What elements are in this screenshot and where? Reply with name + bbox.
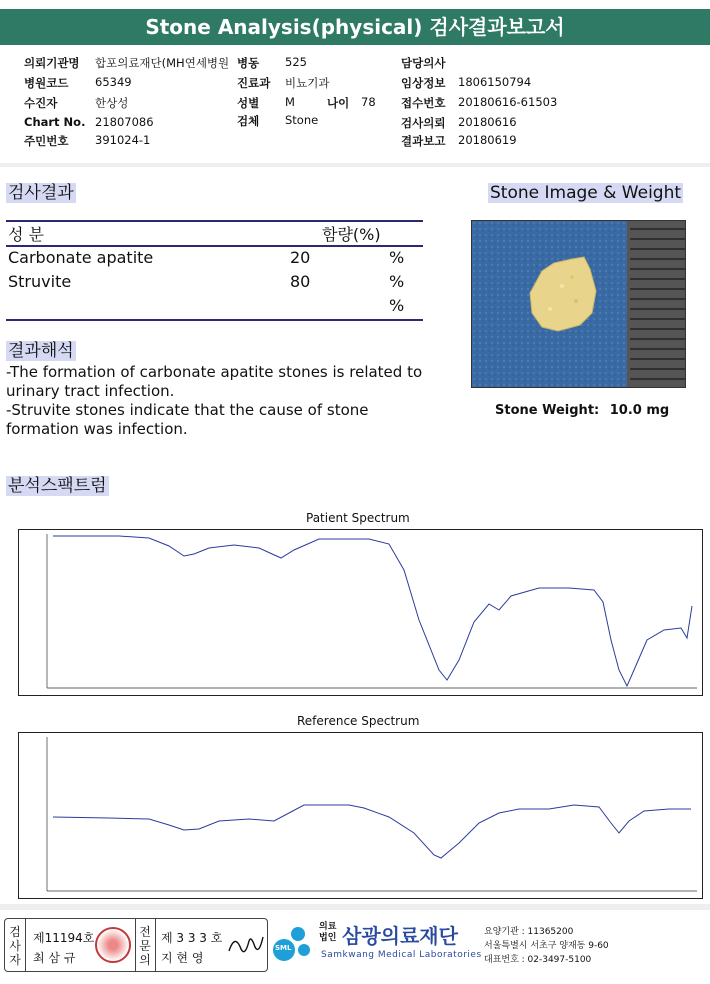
- table-bottom-rule: [6, 319, 423, 321]
- org-phone: 대표번호 : 02-3497-5100: [484, 955, 592, 965]
- interpretation-line: -Struvite stones indicate that the cause of stone formation was infection.: [6, 401, 369, 438]
- component-unit: %: [389, 272, 405, 291]
- spectrum-title: 분석스팩트럼: [8, 476, 107, 496]
- stone-weight: [495, 403, 669, 418]
- component-unit: %: [389, 248, 405, 267]
- stone-photo: [471, 220, 686, 388]
- org-address: 서울특별시 서초구 양재동 9-60: [484, 941, 609, 951]
- info-label: Chart No.: [24, 115, 86, 129]
- info-value: 20180616: [458, 115, 517, 129]
- logo-text: SML: [275, 944, 292, 952]
- info-label: 병동: [237, 56, 260, 70]
- divider: [135, 919, 136, 971]
- stone-title: Stone Image & Weight: [490, 183, 682, 203]
- examiner-label: 검사자: [9, 925, 21, 967]
- reference-spectrum-title: Reference Spectrum: [297, 714, 420, 728]
- info-label: 임상정보: [401, 76, 446, 90]
- patient-spectrum-title: Patient Spectrum: [306, 511, 410, 525]
- specialist-label: 전문의: [139, 925, 151, 967]
- interpretation-title: 결과해석: [8, 341, 74, 361]
- age-label: 나이: [327, 96, 350, 110]
- org-english-name: Samkwang Medical Laboratories: [321, 950, 482, 960]
- seal-stamp: [95, 927, 131, 963]
- interpretation-line: -The formation of carbonate apatite stones is related to urinary tract infection.: [6, 363, 423, 400]
- header-component: 성 분: [8, 225, 44, 244]
- component-value: 20: [290, 248, 311, 267]
- divider: [0, 163, 710, 167]
- info-value: Stone: [285, 113, 319, 127]
- info-label: 주민번호: [24, 134, 69, 148]
- info-value: 비뇨기과: [285, 76, 330, 90]
- info-label: 성별: [237, 96, 260, 110]
- info-value: 20180619: [458, 133, 517, 147]
- reference-spectrum-plot: [19, 733, 702, 898]
- table-header-rule: [6, 245, 423, 247]
- divider: [155, 919, 156, 971]
- info-label: 검사의뢰: [401, 116, 446, 130]
- component-name: Struvite: [8, 272, 72, 291]
- sml-logo-icon: [272, 924, 312, 964]
- info-value: 한상성: [95, 96, 129, 110]
- info-label: 검체: [237, 114, 260, 128]
- info-value: 525: [285, 55, 307, 69]
- component-value: 80: [290, 272, 311, 291]
- weight-value: 10.0 mg: [609, 403, 670, 418]
- signature-box: [4, 918, 268, 972]
- info-label: 접수번호: [401, 96, 446, 110]
- info-value: 21807086: [95, 115, 154, 129]
- institution-code: 요양기관 : 11365200: [484, 927, 574, 937]
- component-unit: %: [389, 296, 405, 315]
- info-label: 병원코드: [24, 76, 69, 90]
- info-label: 의뢰기관명: [24, 56, 80, 70]
- info-value: M: [285, 95, 295, 109]
- info-value: 20180616-61503: [458, 95, 558, 109]
- signature-icon: [225, 929, 265, 961]
- results-title: 검사결과: [8, 183, 74, 203]
- component-name: Carbonate apatite: [8, 248, 154, 267]
- reference-spectrum-chart: [18, 732, 703, 899]
- org-name: 삼광의료재단: [342, 924, 458, 948]
- age-value: 78: [361, 95, 376, 109]
- specialist-name: 지 현 영: [161, 951, 204, 965]
- specialist-license: 제 3 3 3 호: [161, 931, 223, 945]
- examiner-name: 최 삼 규: [33, 951, 76, 965]
- org-type: 의료법인: [319, 922, 337, 943]
- header-content: 함량(%): [322, 225, 381, 244]
- info-value: 1806150794: [458, 75, 532, 89]
- info-label: 담당의사: [401, 56, 446, 70]
- divider: [25, 919, 26, 971]
- patient-spectrum-chart: [18, 529, 703, 696]
- weight-label: Stone Weight:: [495, 403, 600, 418]
- examiner-license: 제11194호: [33, 931, 95, 945]
- info-value: 합포의료재단(MH연세병원: [95, 56, 230, 70]
- info-value: 65349: [95, 75, 132, 89]
- info-value: 391024-1: [95, 133, 151, 147]
- stone-photo-drawing: [472, 221, 686, 388]
- info-label: 결과보고: [401, 134, 446, 148]
- report-title: Stone Analysis(physical) 검사결과보고서: [0, 9, 710, 45]
- patient-spectrum-plot: [19, 530, 702, 695]
- info-label: 진료과: [237, 76, 271, 90]
- info-label: 수진자: [24, 96, 58, 110]
